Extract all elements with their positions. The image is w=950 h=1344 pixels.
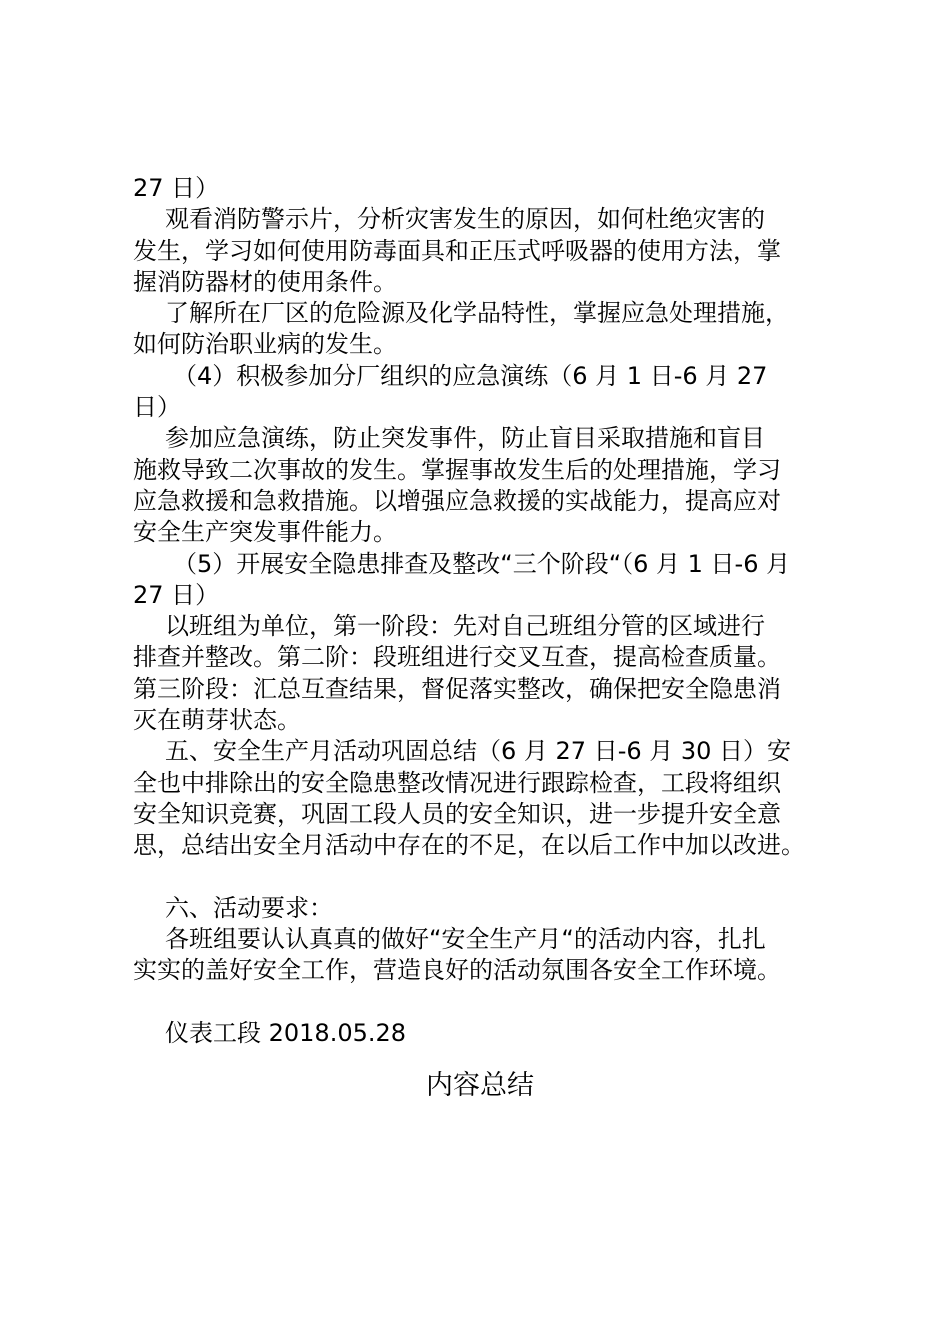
text-line: 以班组为单位，第一阶段：先对自己班组分管的区域进行: [165, 612, 765, 641]
text-line: 实实的盖好安全工作，营造良好的活动氛围各安全工作环境。: [133, 956, 781, 985]
text-line: 五、安全生产月活动巩固总结（6 月 27 日-6 月 30 日）安: [165, 737, 792, 766]
text-line: 27 日）: [133, 580, 220, 609]
text-line: （5）开展安全隐患排查及整改“三个阶段“（6 月 1 日-6 月: [173, 549, 791, 578]
text-line: 施救导致二次事故的发生。掌握事故发生后的处理措施，学习: [133, 455, 781, 484]
text-line: 安全知识竞赛，巩固工段人员的安全知识，进一步提升安全意: [133, 799, 781, 828]
text-line: 发生，学习如何使用防毒面具和正压式呼吸器的使用方法，掌: [133, 236, 781, 265]
signature-line: 仪表工段 2018.05.28: [165, 1019, 407, 1048]
text-line: 了解所在厂区的危险源及化学品特性，掌握应急处理措施，: [165, 299, 789, 328]
text-line: 观看消防警示片，分析灾害发生的原因，如何杜绝灾害的: [165, 205, 765, 234]
blank-line: [133, 862, 833, 893]
text-line: 各班组要认认真真的做好“安全生产月“的活动内容，扎扎: [165, 925, 766, 954]
text-line: 应急救援和急救措施。以增强应急救援的实战能力，提高应对: [133, 486, 781, 515]
document-body: [133, 173, 833, 1049]
text-line: 握消防器材的使用条件。: [133, 267, 397, 296]
text-line: 灭在萌芽状态。: [133, 706, 301, 735]
summary-title: 内容总结: [426, 1070, 534, 1101]
text-line: 如何防治职业病的发生。: [133, 330, 397, 359]
blank-line: [133, 987, 833, 1018]
text-line: 排查并整改。第二阶：段班组进行交叉互查，提高检查质量。: [133, 643, 781, 672]
text-line: 安全生产突发事件能力。: [133, 518, 397, 547]
text-line: 思，总结出安全月活动中存在的不足，在以后工作中加以改进。: [133, 831, 805, 860]
text-line: 27 日）: [133, 174, 220, 202]
section-heading: 六、活动要求：: [165, 893, 333, 922]
text-line: 参加应急演练，防止突发事件，防止盲目采取措施和盲目: [165, 424, 765, 453]
text-line: 日）: [133, 393, 181, 422]
text-line: 全也中排除出的安全隐患整改情况进行跟踪检查，工段将组织: [133, 768, 781, 797]
text-line: （4）积极参加分厂组织的应急演练（6 月 1 日-6 月 27: [173, 361, 768, 390]
text-line: 第三阶段：汇总互查结果，督促落实整改，确保把安全隐患消: [133, 674, 781, 703]
